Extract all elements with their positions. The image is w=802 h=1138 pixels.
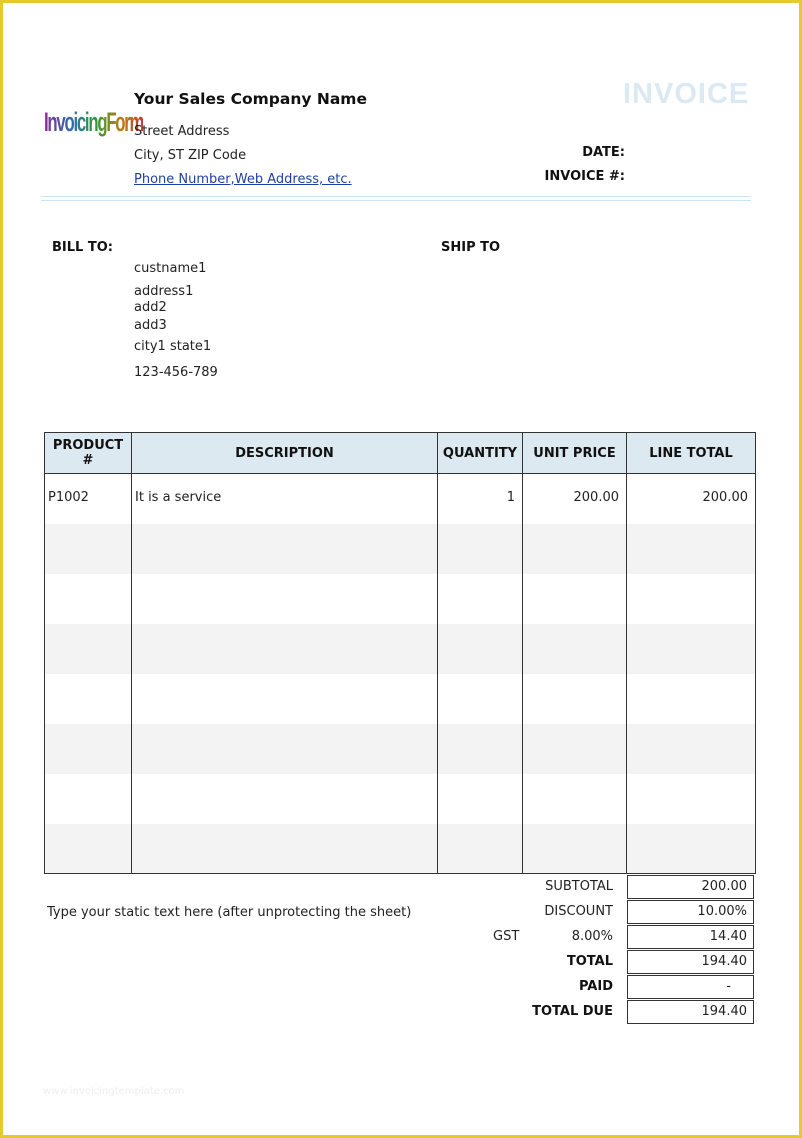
bill-to-address2[interactable]: add2 xyxy=(134,300,167,315)
product-cell[interactable] xyxy=(45,674,132,724)
line-total-cell xyxy=(627,524,756,574)
unit-price-cell[interactable] xyxy=(523,724,627,774)
product-cell[interactable] xyxy=(45,574,132,624)
quantity-cell[interactable] xyxy=(438,824,523,874)
ship-to-label: SHIP TO xyxy=(441,240,501,255)
product-cell[interactable] xyxy=(45,774,132,824)
total-value: 194.40 xyxy=(627,950,754,974)
quantity-cell[interactable] xyxy=(438,774,523,824)
unit-price-cell[interactable]: 200.00 xyxy=(523,474,627,524)
bill-to-phone[interactable]: 123-456-789 xyxy=(134,365,218,380)
table-header-row xyxy=(45,433,756,474)
product-cell[interactable] xyxy=(45,624,132,674)
bill-to-name[interactable]: custname1 xyxy=(134,261,207,276)
total-label: TOTAL xyxy=(566,954,613,969)
table-row xyxy=(45,774,756,824)
invoice-title: INVOICE xyxy=(623,78,750,110)
description-cell[interactable] xyxy=(132,574,438,624)
table-row xyxy=(45,574,756,624)
header-divider-2 xyxy=(41,200,751,201)
bill-to-address3[interactable]: add3 xyxy=(134,318,167,333)
line-total-cell: 200.00 xyxy=(627,474,756,524)
column-header-unit-price: UNIT PRICE xyxy=(523,433,627,474)
line-total-cell xyxy=(627,774,756,824)
line-total-cell xyxy=(627,674,756,724)
header-divider xyxy=(41,196,751,197)
description-cell[interactable] xyxy=(132,524,438,574)
column-header-description: DESCRIPTION xyxy=(132,433,438,474)
table-row xyxy=(45,674,756,724)
company-city[interactable]: City, ST ZIP Code xyxy=(134,148,247,163)
subtotal-value: 200.00 xyxy=(627,875,754,899)
tax-rate[interactable]: 8.00% xyxy=(571,929,613,944)
bill-to-city-state[interactable]: city1 state1 xyxy=(134,339,212,354)
column-header-line-total: LINE TOTAL xyxy=(627,433,756,474)
description-cell[interactable] xyxy=(132,674,438,724)
paid-value[interactable]: - xyxy=(627,975,754,999)
description-cell[interactable]: It is a service xyxy=(132,474,438,524)
invoice-number-label: INVOICE #: xyxy=(544,169,625,184)
discount-label: DISCOUNT xyxy=(544,904,613,919)
total-due-label: TOTAL DUE xyxy=(532,1004,613,1019)
paid-label: PAID xyxy=(578,979,613,994)
table-row xyxy=(45,474,756,524)
product-cell[interactable] xyxy=(45,524,132,574)
table-row xyxy=(45,824,756,874)
company-street[interactable]: Street Address xyxy=(134,124,230,139)
line-total-cell xyxy=(627,724,756,774)
company-name[interactable]: Your Sales Company Name xyxy=(134,90,367,108)
quantity-cell[interactable] xyxy=(438,674,523,724)
total-due-value: 194.40 xyxy=(627,1000,754,1024)
bill-to-address1[interactable]: address1 xyxy=(134,284,194,299)
description-cell[interactable] xyxy=(132,724,438,774)
tax-label: GST xyxy=(493,929,520,944)
description-cell[interactable] xyxy=(132,774,438,824)
quantity-cell[interactable] xyxy=(438,524,523,574)
table-row xyxy=(45,524,756,574)
line-items-table xyxy=(44,432,756,874)
unit-price-cell[interactable] xyxy=(523,624,627,674)
column-header-quantity: QUANTITY xyxy=(438,433,523,474)
table-row xyxy=(45,624,756,674)
line-total-cell xyxy=(627,574,756,624)
unit-price-cell[interactable] xyxy=(523,824,627,874)
product-cell[interactable]: P1002 xyxy=(45,474,132,524)
date-label: DATE: xyxy=(582,145,625,160)
table-row xyxy=(45,724,756,774)
subtotal-label: SUBTOTAL xyxy=(545,879,613,894)
company-contact-link[interactable]: Phone Number,Web Address, etc. xyxy=(134,172,352,187)
discount-value[interactable]: 10.00% xyxy=(627,900,754,924)
quantity-cell[interactable] xyxy=(438,724,523,774)
line-total-cell xyxy=(627,824,756,874)
product-cell[interactable] xyxy=(45,724,132,774)
watermark: www.invoicingtemplate.com xyxy=(43,1086,185,1097)
tax-value: 14.40 xyxy=(627,925,754,949)
product-cell[interactable] xyxy=(45,824,132,874)
quantity-cell[interactable]: 1 xyxy=(438,474,523,524)
description-cell[interactable] xyxy=(132,624,438,674)
quantity-cell[interactable] xyxy=(438,574,523,624)
unit-price-cell[interactable] xyxy=(523,524,627,574)
static-text[interactable]: Type your static text here (after unprotecting the sheet) xyxy=(47,905,412,920)
bill-to-label: BILL TO: xyxy=(52,240,113,255)
line-total-cell xyxy=(627,624,756,674)
quantity-cell[interactable] xyxy=(438,624,523,674)
column-header-product: PRODUCT # xyxy=(45,433,132,474)
unit-price-cell[interactable] xyxy=(523,774,627,824)
unit-price-cell[interactable] xyxy=(523,574,627,624)
company-logo: InvoicingForm xyxy=(44,107,144,137)
unit-price-cell[interactable] xyxy=(523,674,627,724)
description-cell[interactable] xyxy=(132,824,438,874)
